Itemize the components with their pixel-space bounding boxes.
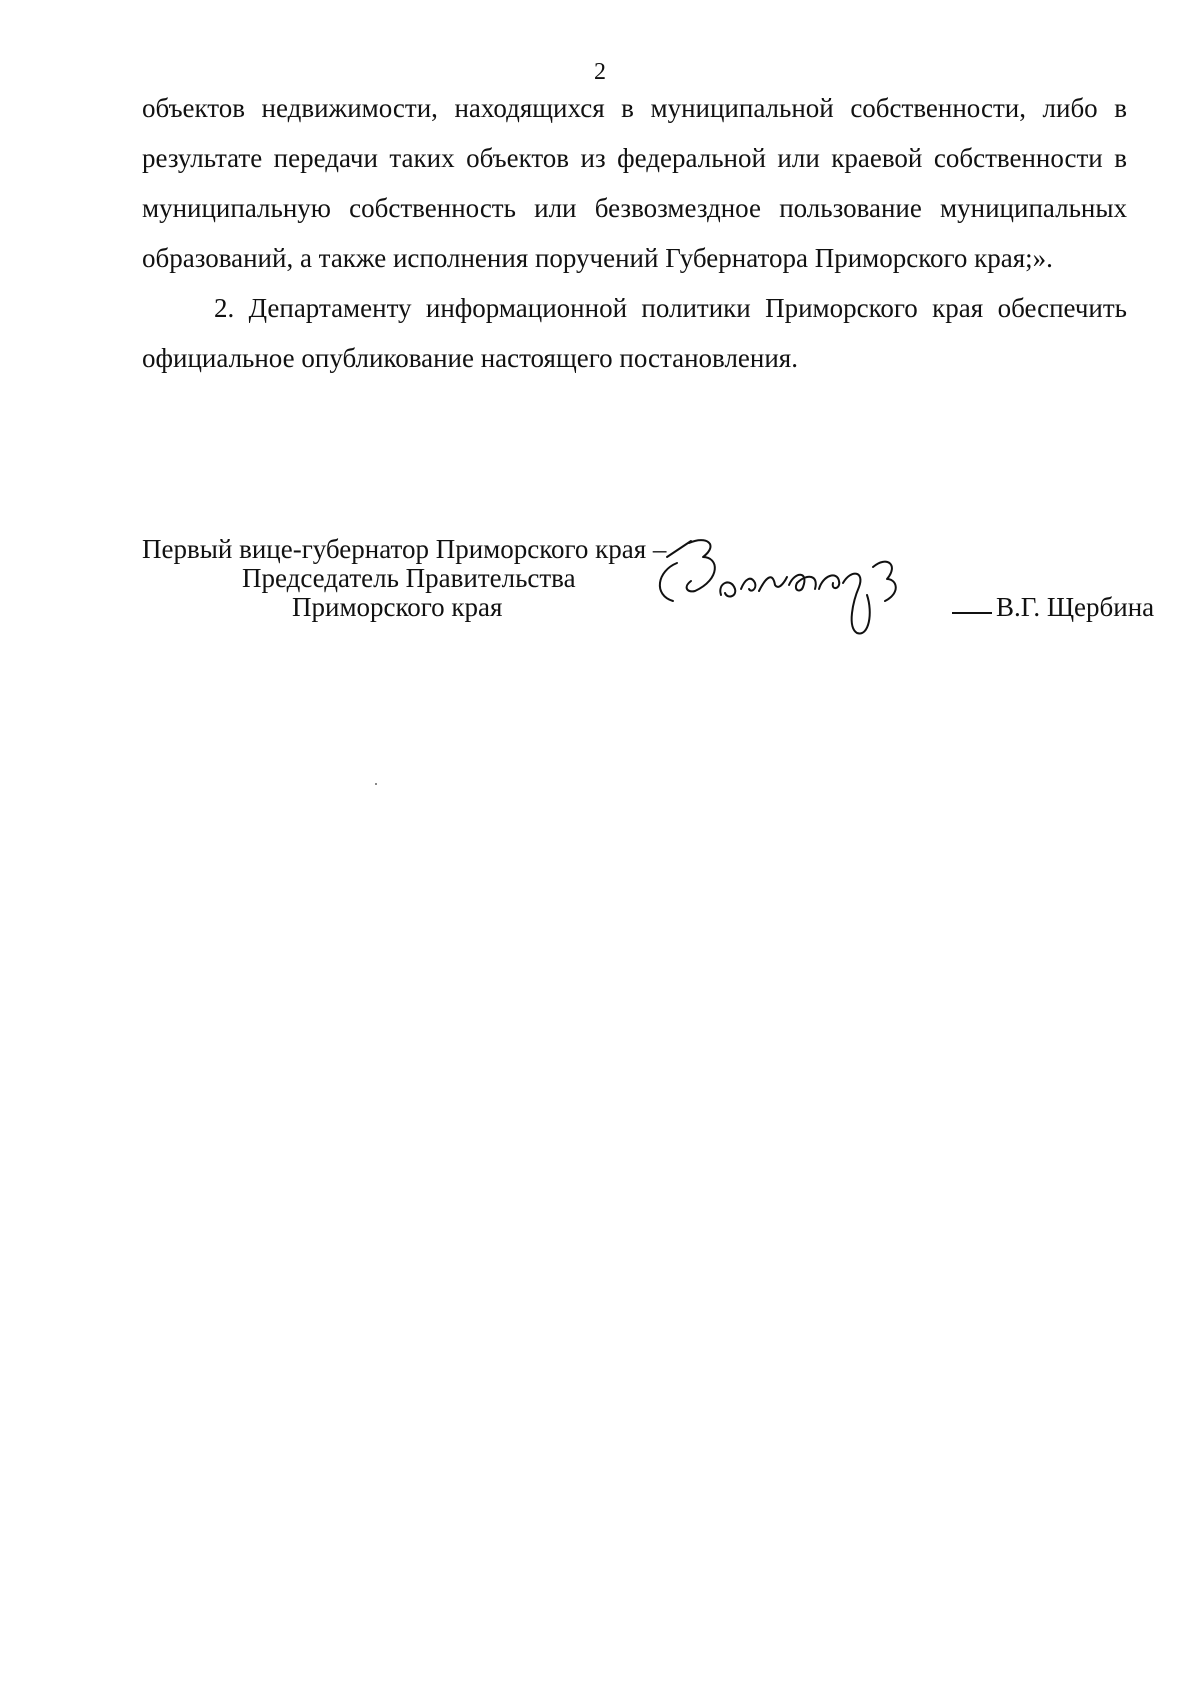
- body-text: [142, 83, 1127, 383]
- signatory-title-line-1: Первый вице-губернатор Приморского края –: [142, 534, 667, 564]
- signatory-title-line-2: Председатель Правительства: [242, 563, 576, 593]
- handwritten-signature: [647, 535, 1027, 645]
- signer-name: [952, 593, 1154, 622]
- signature-block: [142, 534, 1155, 675]
- paragraph-item-2: 2. Департаменту информационной политики Приморского края обеспечить официальное опубликование настоящего постановления.: [142, 293, 1127, 373]
- signature-dash: [952, 612, 992, 614]
- page-number: 2: [594, 59, 606, 85]
- signer-name-text: В.Г. Щербина: [996, 592, 1155, 622]
- signatory-title-line-3: Приморского края: [292, 592, 503, 622]
- paragraph-continuation: объектов недвижимости, находящихся в муниципальной собственности, либо в результате передачи таких объектов из федеральной или краевой собственности в муниципальную собственность или безвозмездное пользование муниципальных образований, а также исполнения поручений Губернатора Приморского края;».: [142, 93, 1127, 273]
- scan-speck: [375, 783, 377, 785]
